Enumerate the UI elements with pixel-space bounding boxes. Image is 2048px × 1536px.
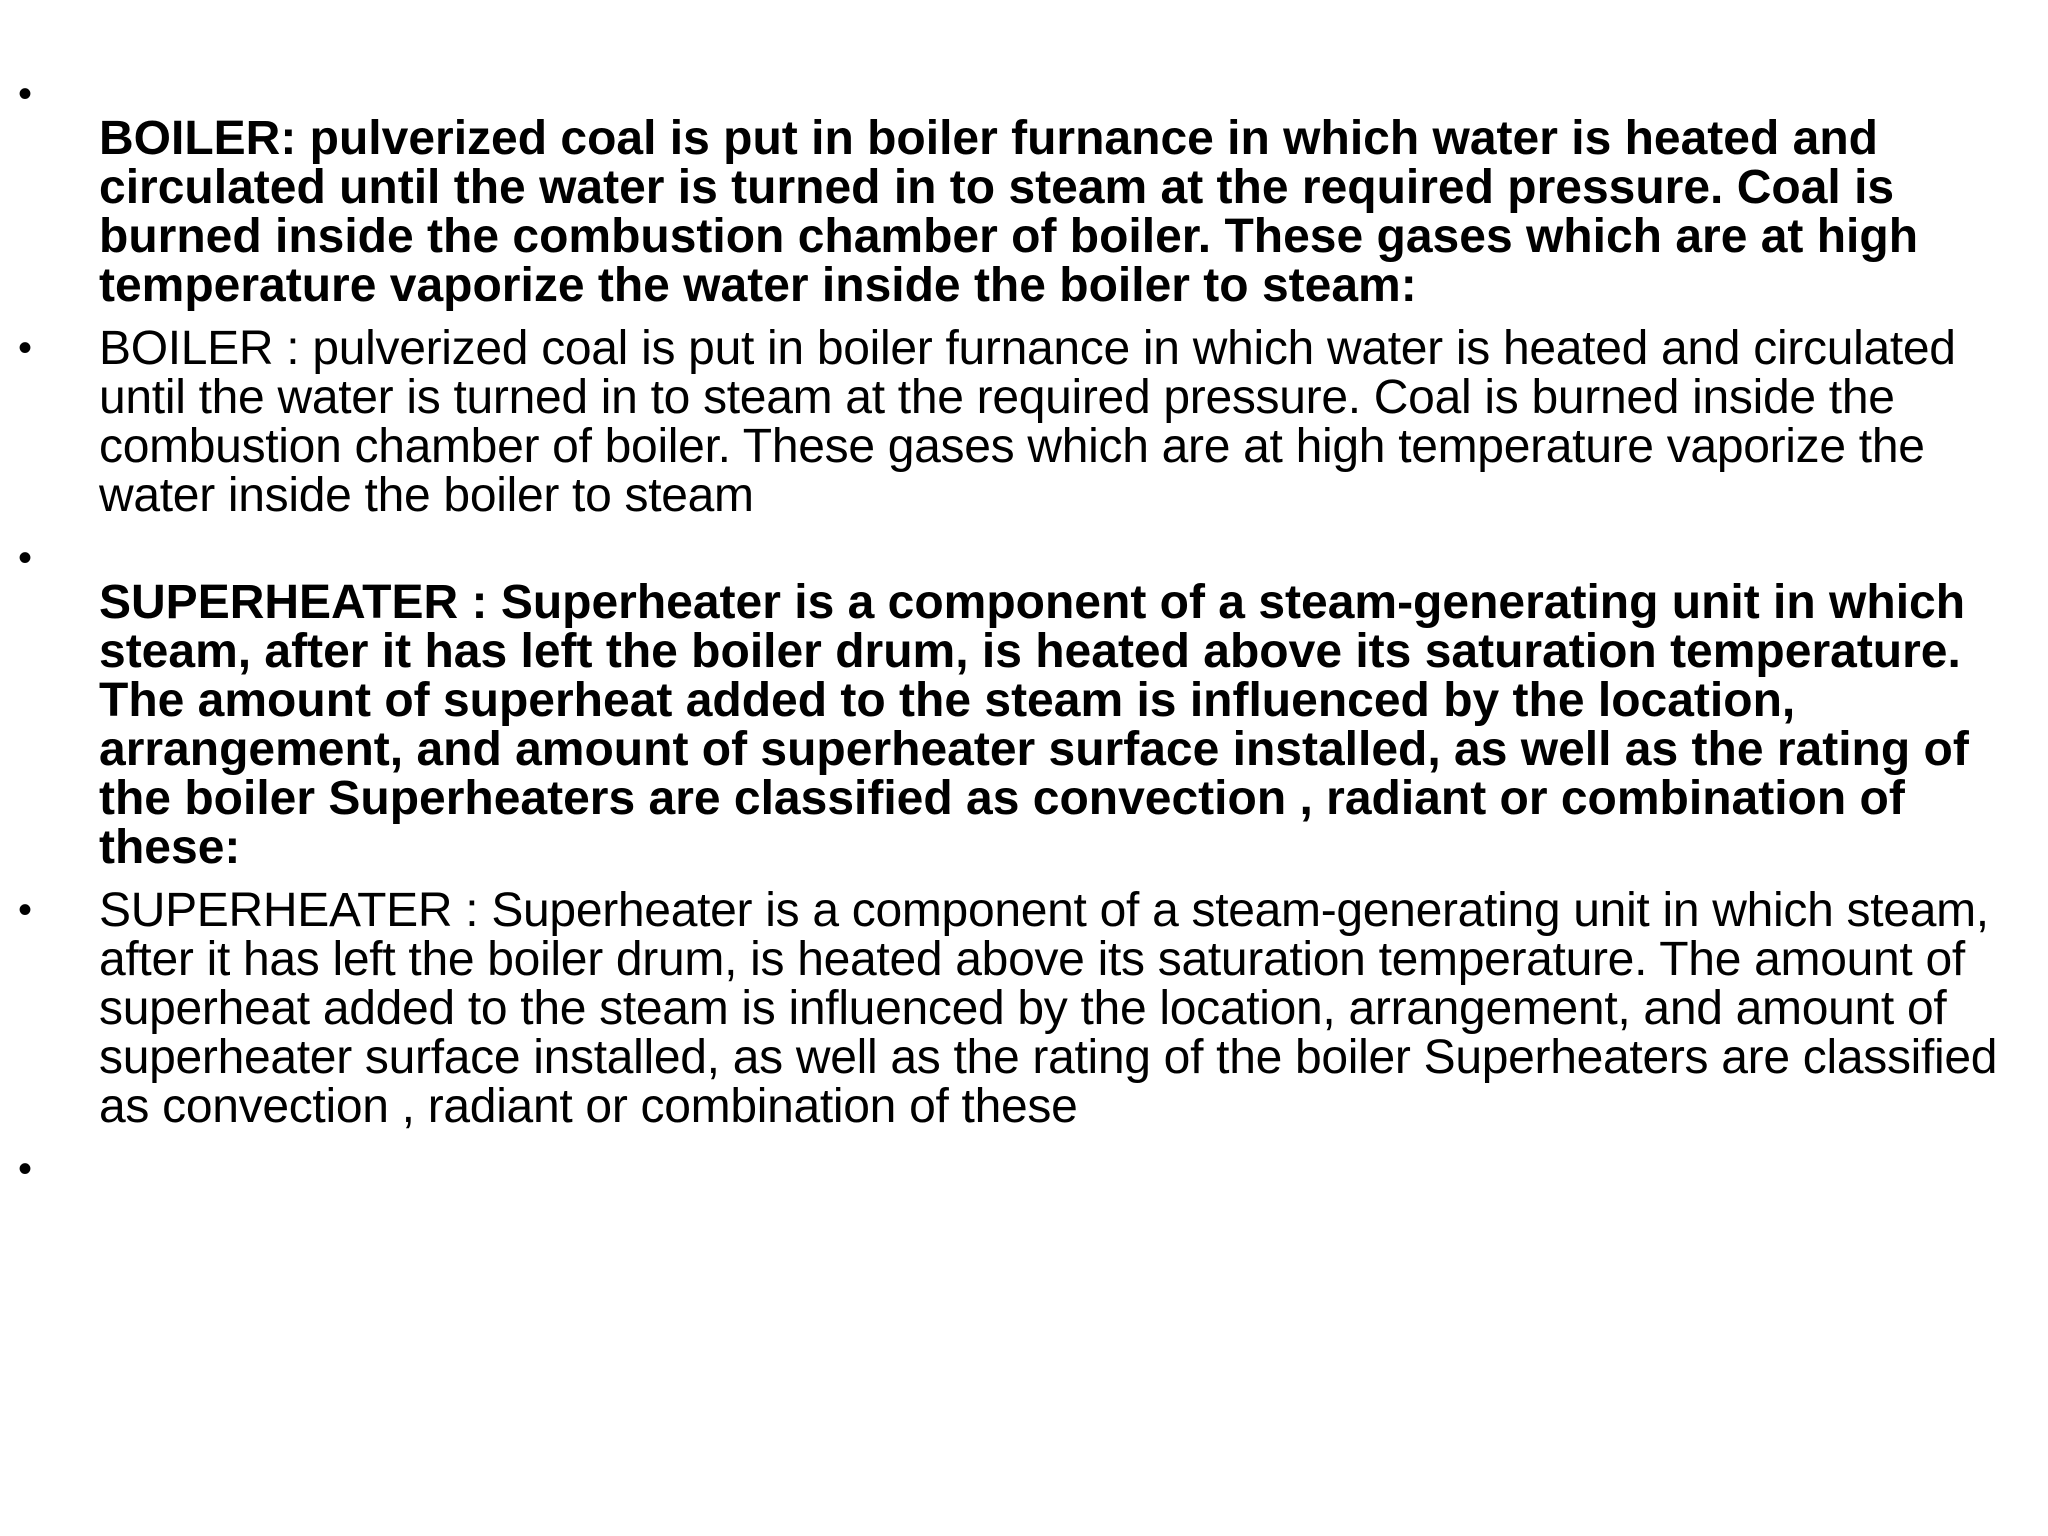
- bullet-text: SUPERHEATER : Superheater is a component of a steam-generating unit in which steam, after it has left the boiler drum, is heated above its saturation temperature. The amount of superheat added to the steam is influenced by the location, arrangement, and amount of superheater surface installed, as well as the rating of the boiler Superheaters are classified as convection , radiant or combination of these:: [99, 576, 1969, 874]
- bullet-list: [0, 70, 2048, 1194]
- bullet-text: SUPERHEATER : Superheater is a component of a steam-generating unit in which steam, after it has left the boiler drum, is heated above its saturation temperature. The amount of superheat added to the steam is influenced by the location, arrangement, and amount of superheater surface installed, as well as the rating of the boiler Superheaters are classified as convection , radiant or combination of these: [99, 884, 1998, 1133]
- bullet-item-empty: [0, 1145, 2048, 1194]
- bullet-dot-icon: •: [18, 536, 33, 580]
- bullet-item-superheater: [0, 886, 2048, 1131]
- bullet-item-superheater-bold: [0, 534, 2048, 872]
- bullet-item-boiler: [0, 324, 2048, 520]
- bullet-dot-icon: •: [18, 72, 33, 116]
- bullet-text: BOILER : pulverized coal is put in boiler furnance in which water is heated and circulated until the water is turned in to steam at the required pressure. Coal is burned inside the combustion chamber of boiler. These gases which are at high temperature vaporize the water inside the boiler to steam: [99, 322, 1956, 522]
- bullet-text: BOILER: pulverized coal is put in boiler furnance in which water is heated and circulated until the water is turned in to steam at the required pressure. Coal is burned inside the combustion chamber of boiler. These gases which are at high temperature vaporize the water inside the boiler to steam:: [99, 112, 1919, 312]
- bullet-dot-icon: •: [18, 1147, 32, 1191]
- bullet-dot-icon: •: [18, 888, 32, 932]
- bullet-text: [99, 1145, 2024, 1194]
- bullet-dot-icon: •: [18, 326, 32, 370]
- bullet-item-boiler-bold: [0, 70, 2048, 310]
